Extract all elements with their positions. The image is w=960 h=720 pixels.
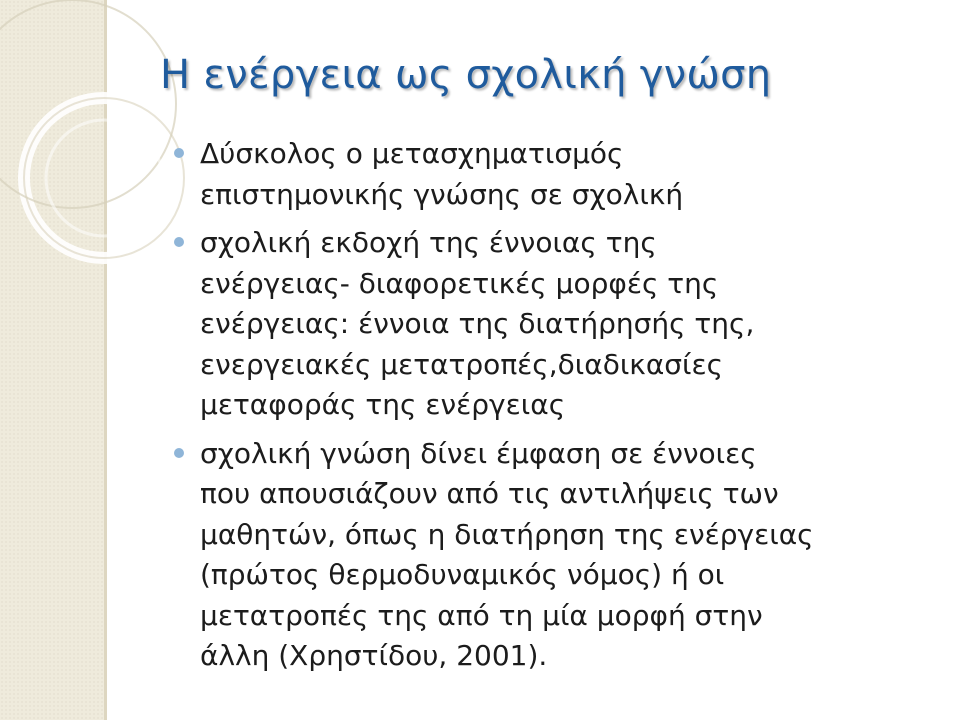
bullet-text: σχολική εκδοχή της έννοιας της ενέργειας- διαφορετικές μορφές της ενέργειας: έννοια της διατήρησής της, ενεργειακές μετατροπές,διαδικασίες μεταφοράς της ενέργειας bbox=[200, 226, 755, 421]
bullet-item bbox=[170, 223, 940, 426]
bullet-dot-icon bbox=[174, 237, 184, 247]
bullet-text: σχολική γνώση δίνει έμφαση σε έννοιες που απουσιάζουν από τις αντιλήψεις των μαθητών, όπως η διατήρηση της ενέργειας (πρώτος θερμοδυναμικός νόμος) ή οι μετατροπές της από τη μία μορφή στην άλλη (Χρηστίδου, 2001). bbox=[200, 436, 814, 672]
bullet-item bbox=[170, 134, 940, 215]
bullet-list bbox=[170, 134, 940, 685]
bullet-dot-icon bbox=[174, 148, 184, 158]
bullet-text: Δύσκολος ο μετασχηματισμός επιστημονικής γνώσης σε σχολική bbox=[200, 137, 684, 211]
slide-title: Η ενέργεια ως σχολική γνώση bbox=[160, 52, 772, 98]
bullet-dot-icon bbox=[174, 448, 184, 458]
bullet-item bbox=[170, 434, 940, 677]
